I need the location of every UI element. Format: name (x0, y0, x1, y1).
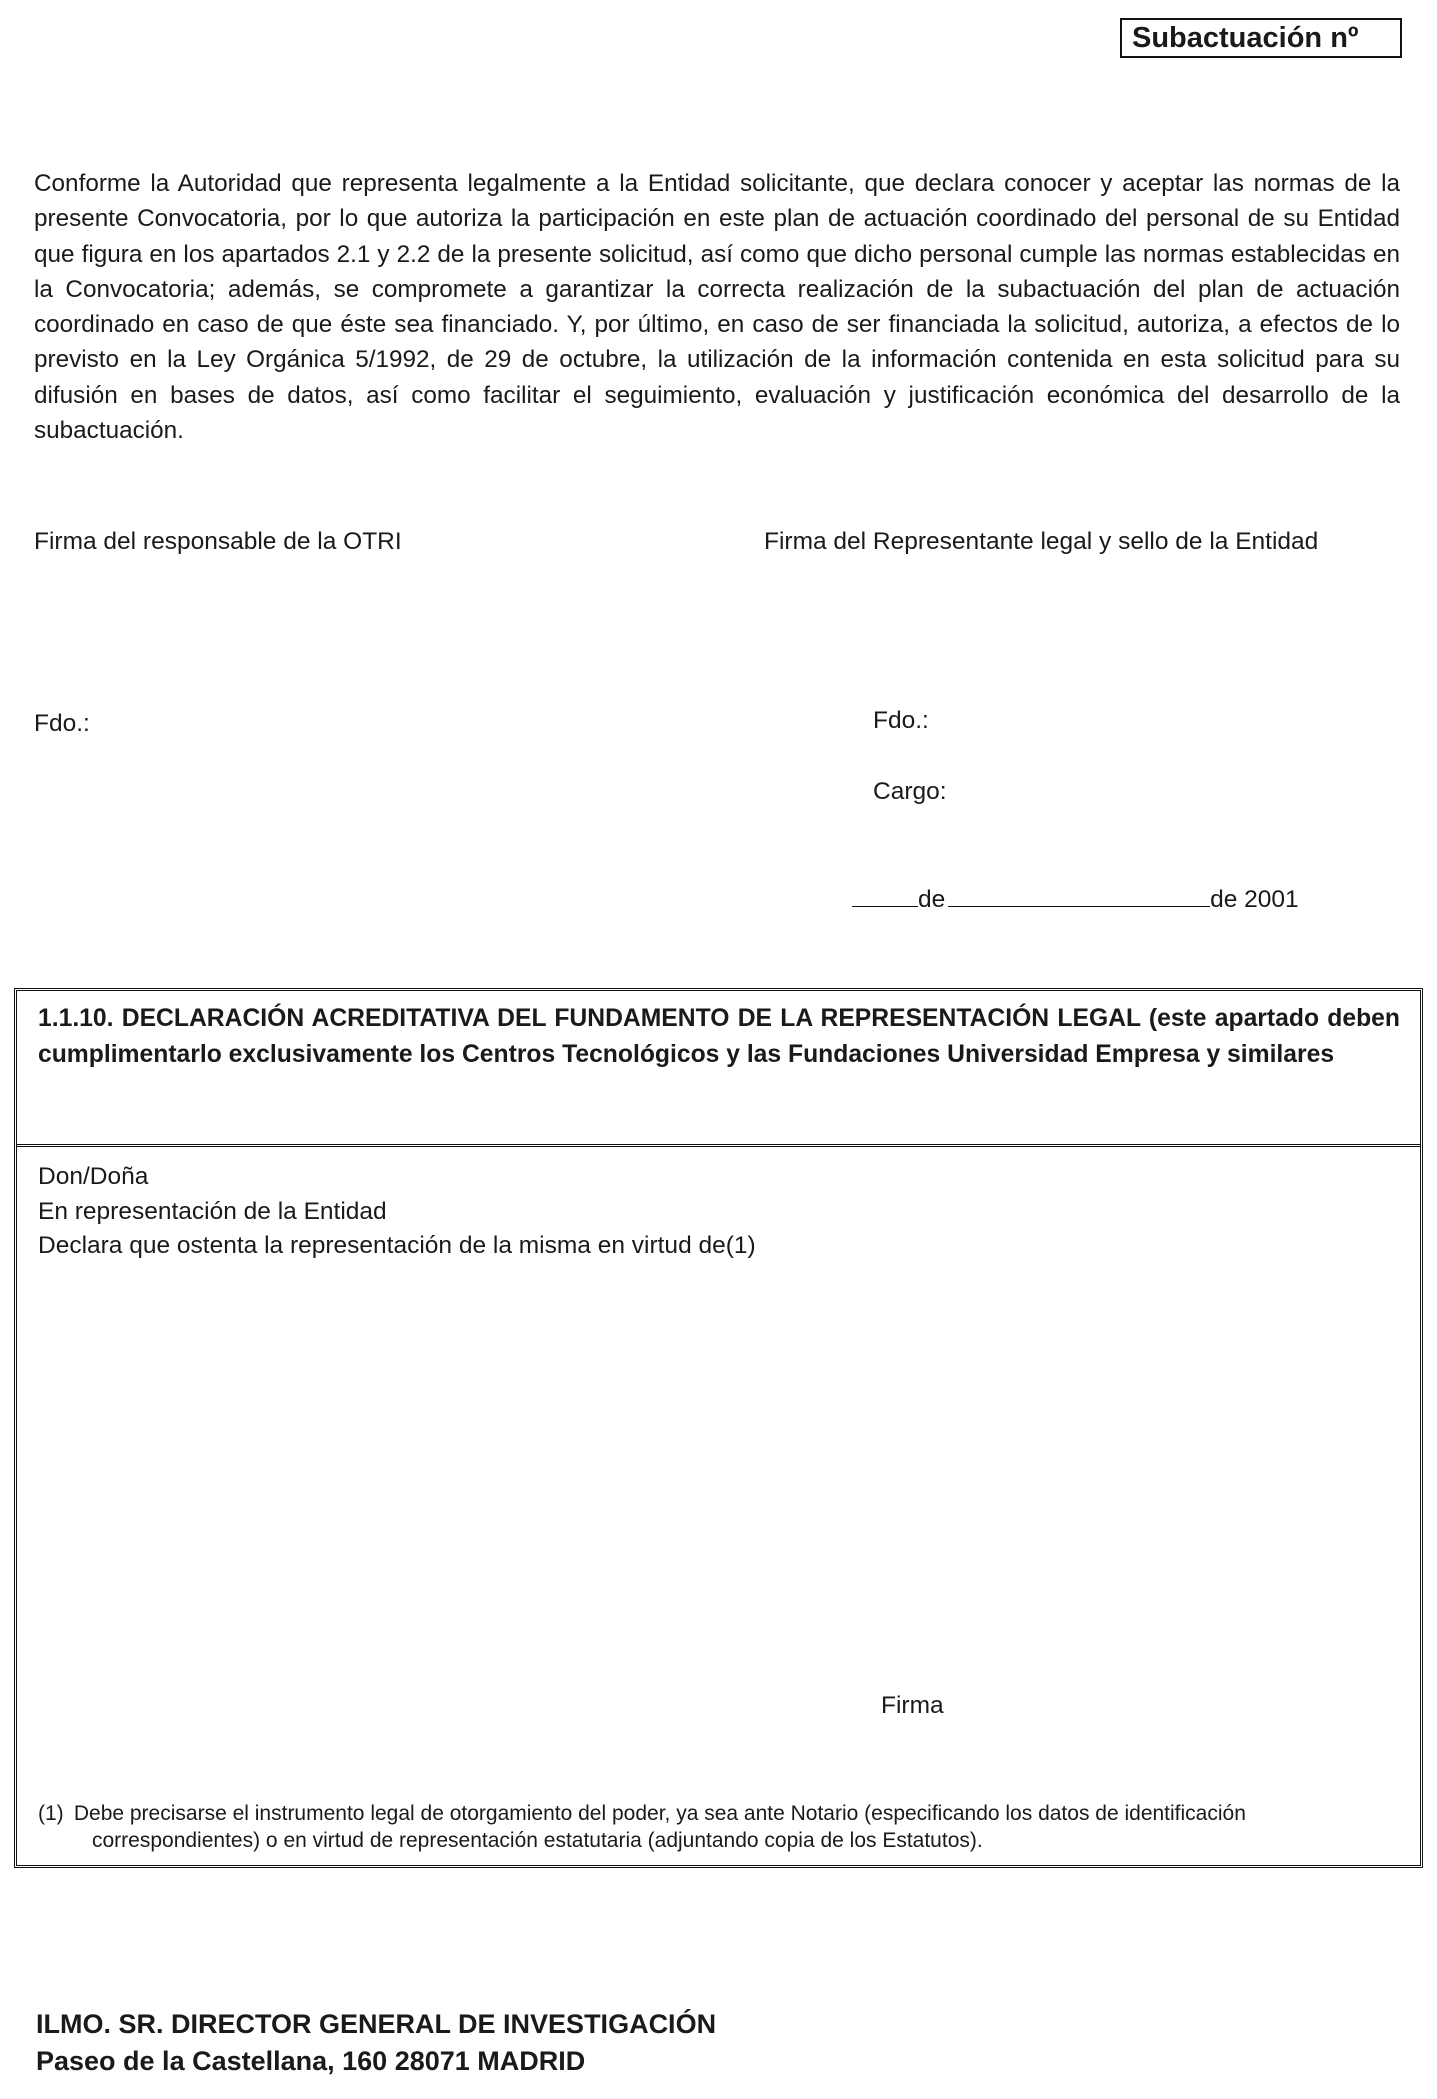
footnote (38, 1800, 1412, 1854)
address-line: Paseo de la Castellana, 160 28071 MADRID (36, 2046, 586, 2076)
subactuacion-number-box[interactable] (1120, 18, 1402, 58)
date-de-2: de 2001 (1210, 886, 1299, 913)
footnote-line-1: Debe precisarse el instrumento legal de otorgamiento del poder, ya sea ante Notario (especificando los datos de identificación (73, 1802, 1246, 1825)
entity-representation-field[interactable]: En representación de la Entidad (38, 1198, 387, 1225)
representation-basis-field[interactable]: Declara que ostenta la representación de la misma en virtud de(1) (38, 1232, 756, 1259)
firma-label: Firma (881, 1692, 944, 1719)
declaration-heading: 1.1.10. DECLARACIÓN ACREDITATIVA DEL FUNDAMENTO DE LA REPRESENTACIÓN LEGAL (este apartado deben cumplimentarlo exclusivamente los Centros Tecnológicos y las Fundaciones Universidad Empresa y similares (17, 991, 1420, 1147)
addressee-line: ILMO. SR. DIRECTOR GENERAL DE INVESTIGACIÓN (36, 2009, 717, 2039)
fdo-right-label: Fdo.: (873, 707, 929, 734)
date-de-1: de (918, 886, 946, 913)
fdo-left-label: Fdo.: (34, 710, 90, 737)
legal-representative-signature-label: Firma del Representante legal y sello de la Entidad (764, 528, 1319, 555)
day-blank[interactable] (852, 884, 918, 907)
date-line (852, 884, 1299, 915)
footnote-line-2: correspondientes) o en virtud de representación estatutaria (adjuntando copia de los Estatutos). (92, 1829, 983, 1852)
don-dona-field[interactable]: Don/Doña (38, 1163, 149, 1190)
cargo-label: Cargo: (873, 778, 947, 805)
authorization-paragraph: Conforme la Autoridad que representa legalmente a la Entidad solicitante, que declara conocer y aceptar las normas de la presente Convocatoria, por lo que autoriza la participación en este plan de actuación coordinado del personal de su Entidad que figura en los apartados 2.1 y 2.2 de la presente solicitud, así como que dicho personal cumple las normas establecidas en la Convocatoria; además, se compromete a garantizar la correcta realización de la subactuación del plan de actuación coordinado en caso de que éste sea financiado. Y, por último, en caso de ser financiada la solicitud, autoriza, a efectos de lo previsto en la Ley Orgánica 5/1992, de 29 de octubre, la utilización de la información contenida en esta solicitud para su difusión en bases de datos, así como facilitar el seguimiento, evaluación y justificación económica del desarrollo de la subactuación. (34, 170, 1400, 445)
otri-signature-label: Firma del responsable de la OTRI (34, 528, 402, 555)
declaration-section (14, 988, 1423, 1868)
footnote-number: (1) (38, 1802, 64, 1825)
month-blank[interactable] (948, 884, 1210, 907)
subactuacion-label: Subactuación nº (1132, 22, 1359, 54)
